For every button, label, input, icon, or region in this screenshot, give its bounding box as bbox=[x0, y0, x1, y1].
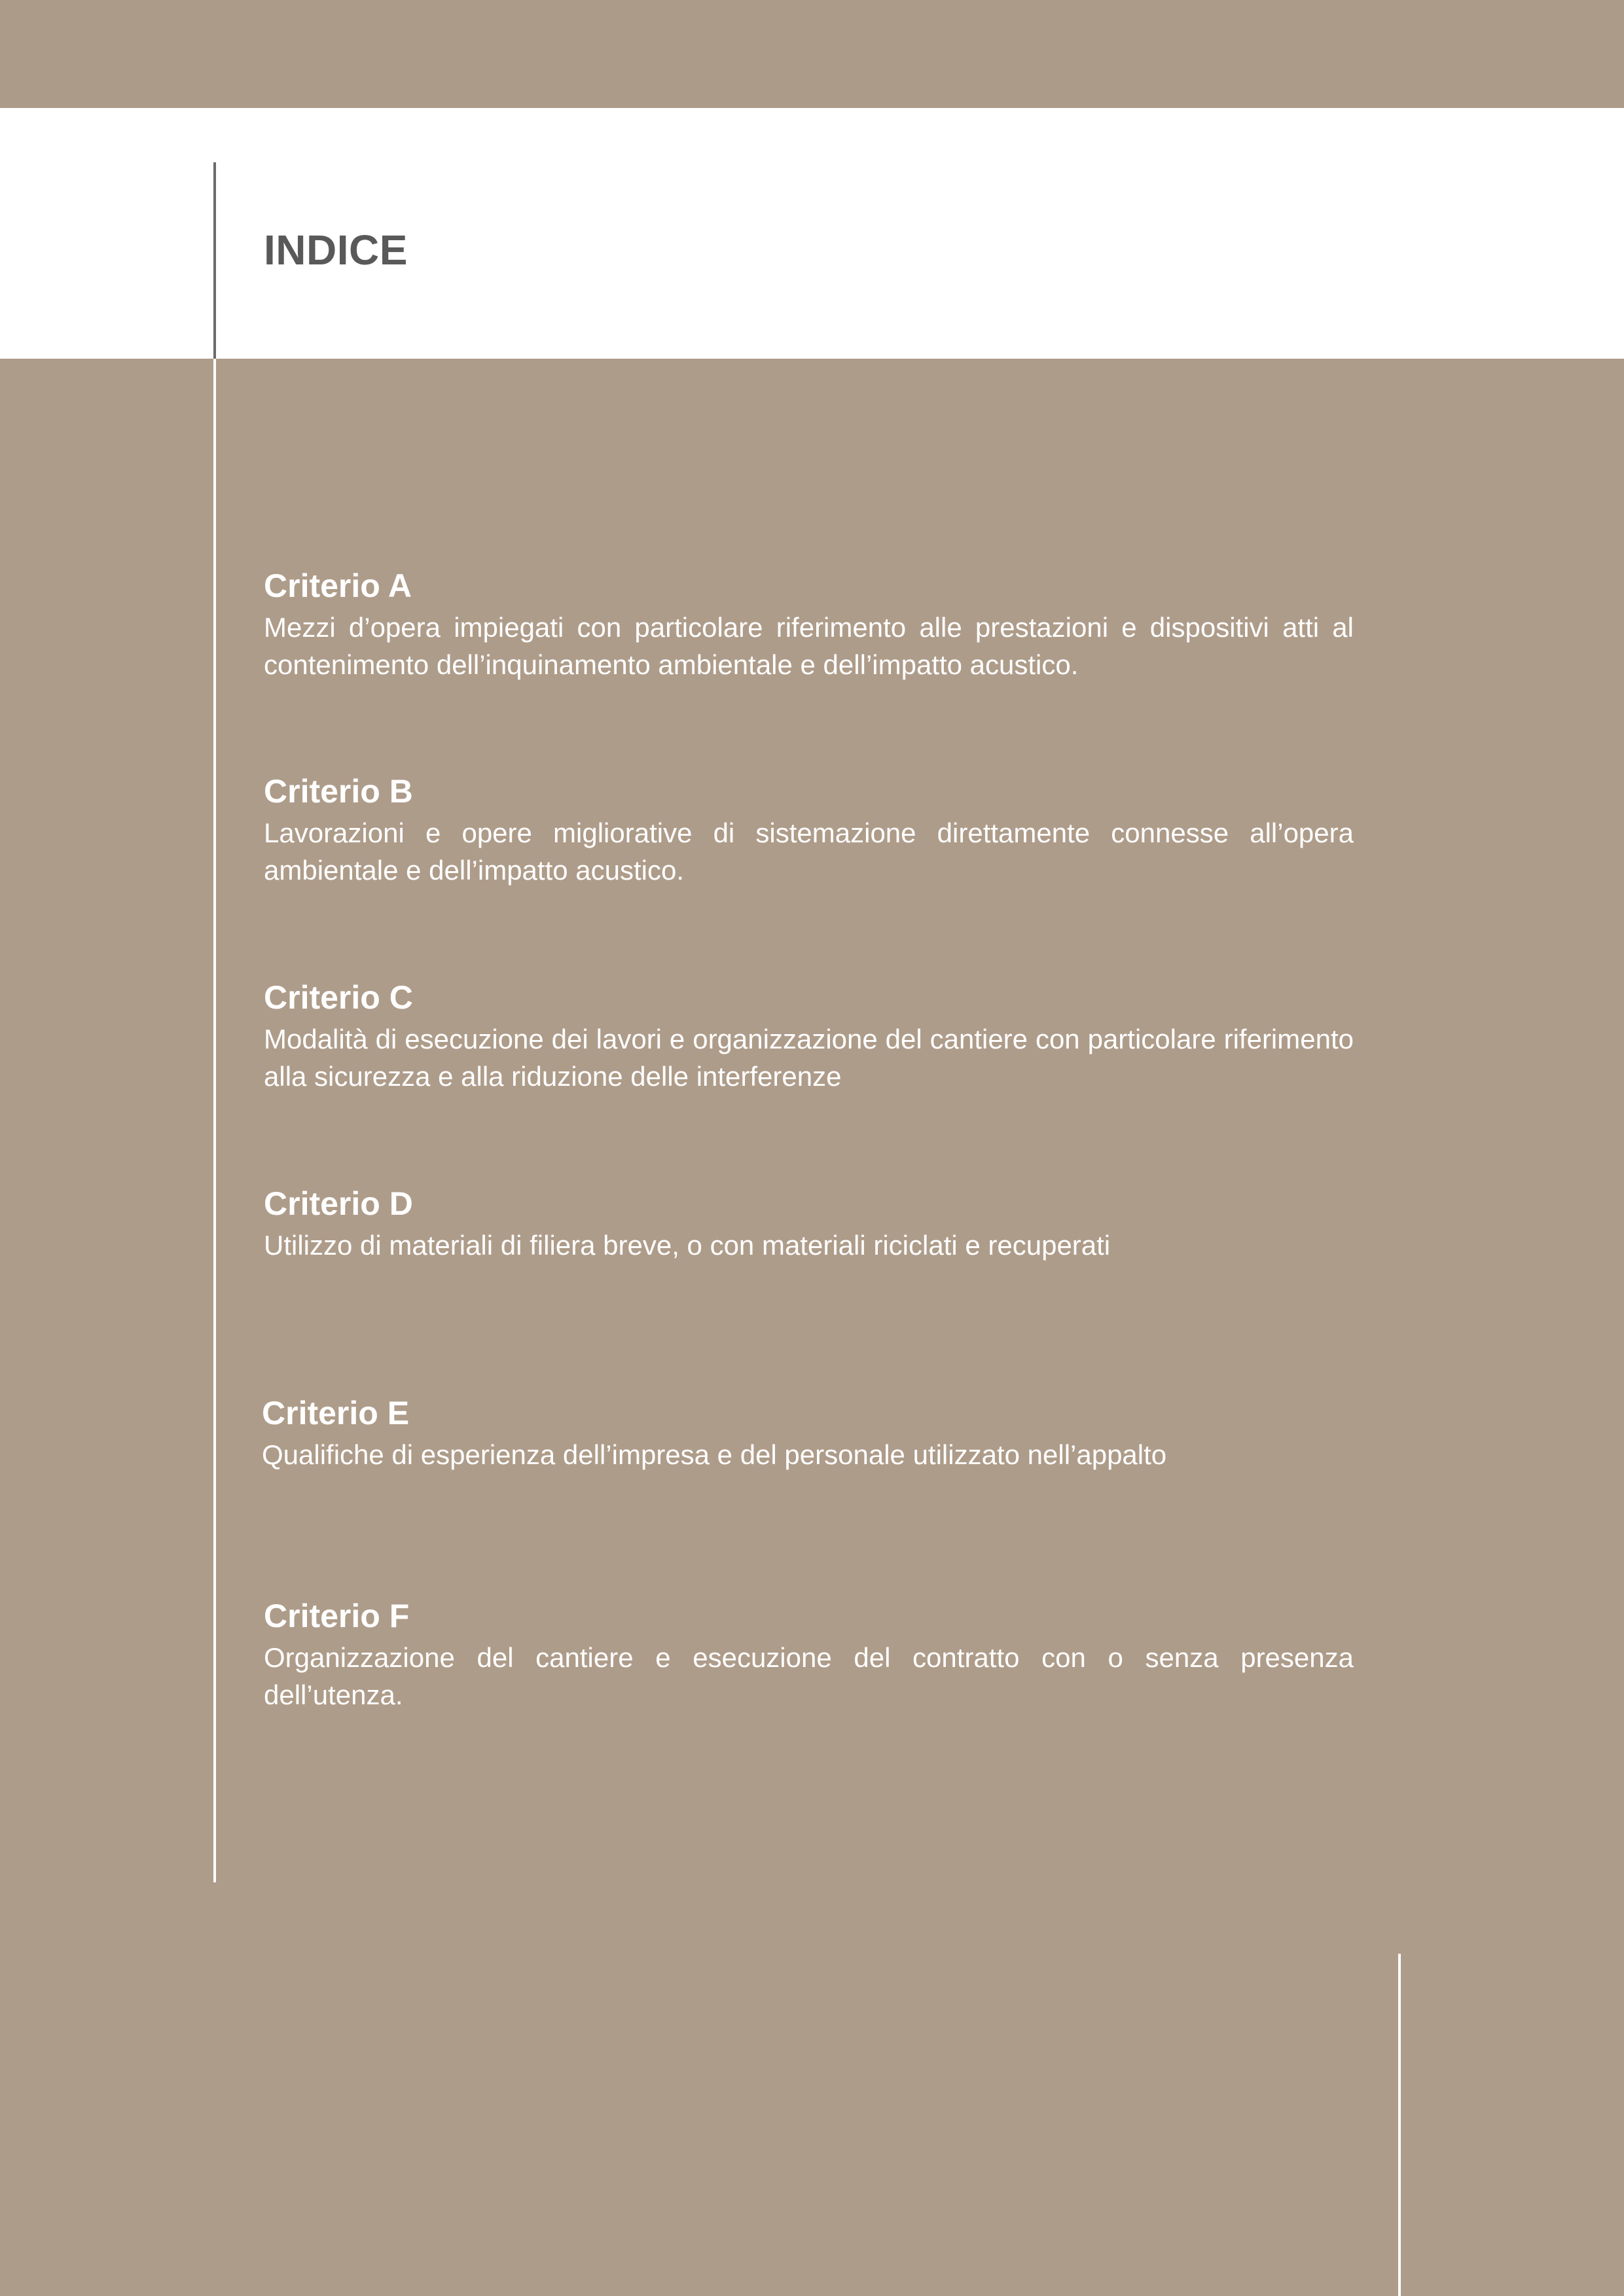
criterion-a-description: Mezzi d’opera impiegati con particolare riferimento alle prestazioni e dispositivi atti al contenimento dell’inquinamento ambientale e dell’impatto acustico. bbox=[264, 612, 1354, 680]
criterion-b-heading: Criterio B bbox=[264, 773, 413, 810]
criterion-a-heading: Criterio A bbox=[264, 567, 412, 604]
vertical-rule-title bbox=[213, 162, 216, 359]
criterion-f-description: Organizzazione del cantiere e esecuzione del contratto con o senza presenza dell’utenza. bbox=[264, 1642, 1354, 1710]
criterion-e bbox=[262, 1393, 1352, 1473]
criterion-a bbox=[264, 565, 1354, 683]
criterion-e-heading: Criterio E bbox=[262, 1395, 410, 1431]
vertical-rule-footer bbox=[1398, 1954, 1401, 2296]
criterion-b-description: Lavorazioni e opere migliorative di sistemazione direttamente connesse all’opera ambientale e dell’impatto acustico. bbox=[264, 817, 1354, 886]
criterion-b bbox=[264, 771, 1354, 889]
criterion-f-heading: Criterio F bbox=[264, 1598, 410, 1634]
criterion-d bbox=[264, 1183, 1354, 1264]
vertical-rule-content bbox=[213, 359, 216, 1882]
title-band bbox=[0, 108, 1624, 359]
top-band bbox=[0, 0, 1624, 108]
page-title: INDICE bbox=[264, 226, 408, 274]
criterion-f bbox=[264, 1596, 1354, 1713]
criterion-d-description: Utilizzo di materiali di filiera breve, o con materiali riciclati e recuperati bbox=[264, 1230, 1111, 1261]
criterion-c bbox=[264, 977, 1354, 1095]
criterion-d-heading: Criterio D bbox=[264, 1185, 413, 1222]
criterion-e-description: Qualifiche di esperienza dell’impresa e del personale utilizzato nell’appalto bbox=[262, 1439, 1167, 1470]
criterion-c-heading: Criterio C bbox=[264, 979, 413, 1016]
criterion-c-description: Modalità di esecuzione dei lavori e organizzazione del cantiere con particolare riferimento alla sicurezza e alla riduzione delle interferenze bbox=[264, 1024, 1354, 1092]
